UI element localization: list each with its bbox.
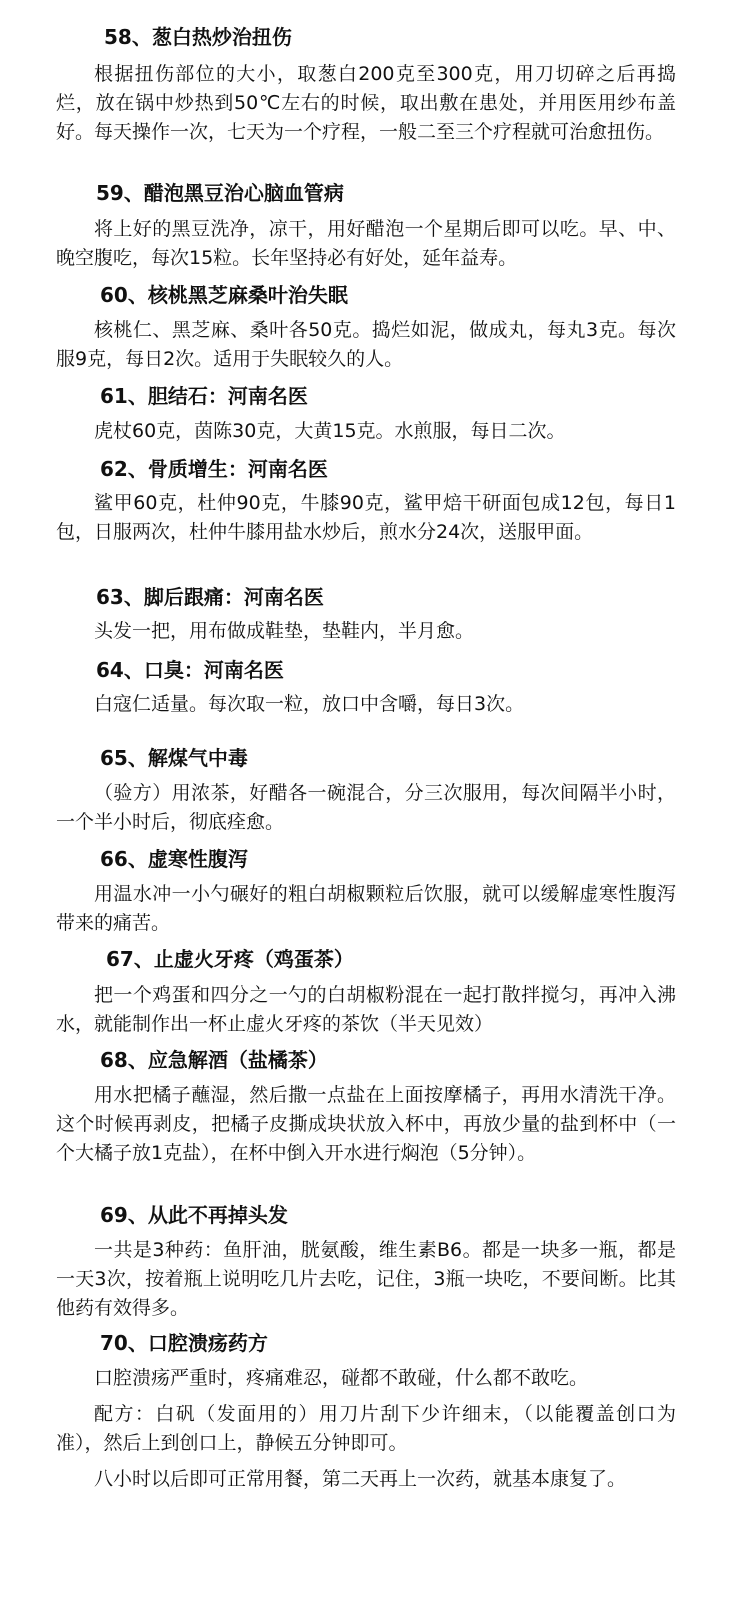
paragraph: 用温水冲一小勺碾好的粗白胡椒颗粒后饮服，就可以缓解虚寒性腹泻带来的痛苦。 xyxy=(56,883,676,934)
section-title-69: 69、从此不再掉头发 xyxy=(100,1203,288,1227)
section-body-67 xyxy=(56,981,676,1039)
section-body-64 xyxy=(56,690,676,719)
section-title-68: 68、应急解酒（盐橘茶） xyxy=(100,1048,328,1072)
paragraph: 虎杖60克，茵陈30克，大黄15克。水煎服，每日二次。 xyxy=(94,420,566,442)
section-body-66 xyxy=(56,880,676,938)
section-body-62 xyxy=(56,489,676,547)
section-body-63 xyxy=(56,617,676,646)
section-title-63: 63、脚后跟痛：河南名医 xyxy=(96,585,324,609)
paragraph: 口腔溃疡严重时，疼痛难忍，碰都不敢碰，什么都不敢吃。 xyxy=(94,1367,589,1389)
section-body-70 xyxy=(56,1364,676,1494)
paragraph: 核桃仁、黑芝麻、桑叶各50克。捣烂如泥，做成丸，每丸3克。每次服9克，每日2次。适用于失眠较久的人。 xyxy=(56,319,676,370)
paragraph: 将上好的黑豆洗净，凉干，用好醋泡一个星期后即可以吃。早、中、晚空腹吃，每次15粒。长年坚持必有好处，延年益寿。 xyxy=(56,218,676,269)
section-body-69 xyxy=(56,1236,676,1323)
section-title-60: 60、核桃黑芝麻桑叶治失眠 xyxy=(100,283,348,307)
section-title-59: 59、醋泡黑豆治心脑血管病 xyxy=(96,181,344,205)
section-title-62: 62、骨质增生：河南名医 xyxy=(100,457,328,481)
section-body-58 xyxy=(56,60,676,147)
paragraph: 一共是3种药：鱼肝油，胱氨酸，维生素B6。都是一块多一瓶，都是一天3次，按着瓶上说明吃几片去吃，记住，3瓶一块吃，不要间断。比其他药有效得多。 xyxy=(56,1239,676,1319)
section-title-58: 58、葱白热炒治扭伤 xyxy=(104,25,292,49)
section-body-65 xyxy=(56,779,676,837)
section-title-67: 67、止虚火牙疼（鸡蛋茶） xyxy=(106,947,354,971)
section-body-61 xyxy=(56,417,676,446)
paragraph: 用水把橘子蘸湿，然后撒一点盐在上面按摩橘子，再用水清洗干净。这个时候再剥皮，把橘子皮撕成块状放入杯中，再放少量的盐到杯中（一个大橘子放1克盐），在杯中倒入开水进行焖泡（5分钟）。 xyxy=(56,1084,676,1164)
section-title-64: 64、口臭：河南名医 xyxy=(96,658,284,682)
paragraph: 配方：白矾（发面用的）用刀片刮下少许细末，（以能覆盖创口为准），然后上到创口上，静候五分钟即可。 xyxy=(56,1403,676,1454)
section-title-66: 66、虚寒性腹泻 xyxy=(100,847,248,871)
paragraph: 把一个鸡蛋和四分之一勺的白胡椒粉混在一起打散拌搅匀，再冲入沸水，就能制作出一杯止虚火牙疼的茶饮（半天见效） xyxy=(56,984,676,1035)
section-title-65: 65、解煤气中毒 xyxy=(100,746,248,770)
paragraph: （验方）用浓茶，好醋各一碗混合，分三次服用，每次间隔半小时，一个半小时后，彻底痊愈。 xyxy=(56,782,676,833)
section-title-61: 61、胆结石：河南名医 xyxy=(100,384,308,408)
paragraph: 白寇仁适量。每次取一粒，放口中含嚼，每日3次。 xyxy=(94,693,525,715)
section-body-60 xyxy=(56,316,676,374)
paragraph: 鲨甲60克，杜仲90克，牛膝90克，鲨甲焙干研面包成12包，每日1包，日服两次，杜仲牛膝用盐水炒后，煎水分24次，送服甲面。 xyxy=(56,492,676,543)
paragraph: 头发一把，用布做成鞋垫，垫鞋内，半月愈。 xyxy=(94,620,475,642)
paragraph: 八小时以后即可正常用餐，第二天再上一次药，就基本康复了。 xyxy=(94,1468,627,1490)
section-title-70: 70、口腔溃疡药方 xyxy=(100,1331,268,1355)
paragraph: 根据扭伤部位的大小，取葱白200克至300克，用刀切碎之后再捣烂，放在锅中炒热到50℃左右的时候，取出敷在患处，并用医用纱布盖好。每天操作一次，七天为一个疗程，一般二至三个疗程就可治愈扭伤。 xyxy=(56,63,676,143)
section-body-68 xyxy=(56,1081,676,1168)
section-body-59 xyxy=(56,215,676,273)
